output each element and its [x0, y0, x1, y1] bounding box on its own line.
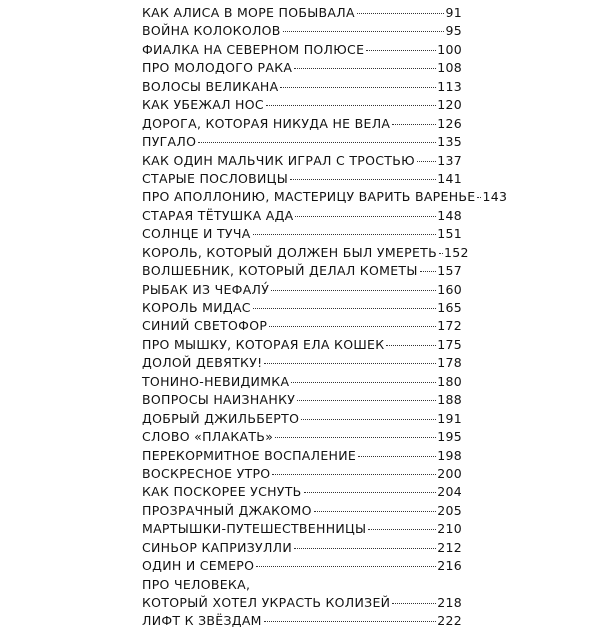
toc-entry-page: 198	[437, 447, 462, 463]
toc-entry	[142, 447, 462, 465]
toc-entry-page: 212	[437, 539, 462, 555]
toc-entry	[142, 391, 462, 409]
toc-entry-title: РЫБАК ИЗ ЧЕФАЛУ́	[142, 281, 270, 297]
dot-leader	[297, 400, 436, 401]
toc-entry	[142, 576, 462, 594]
dot-leader	[386, 345, 436, 346]
dot-leader	[272, 474, 436, 475]
toc-entry-page: 180	[437, 373, 462, 389]
toc-entry-page: 188	[437, 392, 462, 408]
toc-entry	[142, 225, 462, 243]
toc-entry-title: ВОСКРЕСНОЕ УТРО	[142, 465, 271, 481]
toc-entry	[142, 59, 462, 77]
toc-entry-page: 143	[482, 189, 508, 205]
toc-entry	[142, 207, 462, 225]
toc-entry	[142, 281, 462, 299]
toc-entry	[142, 336, 462, 354]
toc-entry-title: СИНЬОР КАПРИЗУЛЛИ	[142, 539, 292, 555]
toc-entry-title: ФИАЛКА НА СЕВЕРНОМ ПОЛЮСЕ	[142, 41, 365, 57]
dot-leader	[294, 548, 436, 549]
toc-entry-title: ВОЛОСЫ ВЕЛИКАНА	[142, 78, 279, 94]
toc-entry-title: КАК ПОСКОРЕЕ УСНУТЬ	[142, 484, 302, 500]
toc-entry	[142, 410, 462, 428]
toc-entry	[142, 317, 462, 335]
toc-entry	[142, 22, 462, 40]
toc-entry-page: 152	[443, 244, 469, 260]
dot-leader	[392, 603, 436, 604]
toc-entry-page: 157	[437, 263, 462, 279]
dot-leader	[295, 216, 436, 217]
toc-entry-page: 205	[437, 502, 462, 518]
toc-entry	[142, 133, 462, 151]
toc-entry-page: 160	[437, 281, 462, 297]
toc-entry	[142, 188, 508, 206]
toc-entry-title: СТАРЫЕ ПОСЛОВИЦЫ	[142, 170, 289, 186]
toc-entry-title: ДОЛОЙ ДЕВЯТКУ!	[142, 355, 263, 371]
toc-entry-title: ПРО ЧЕЛОВЕКА,	[142, 576, 251, 592]
toc-entry	[142, 428, 462, 446]
dot-leader	[264, 363, 436, 364]
dot-leader	[294, 68, 436, 69]
toc-entry-page: 178	[437, 355, 462, 371]
toc-entry-page: 120	[437, 97, 462, 113]
toc-entry-title: ВОЛШЕБНИК, КОТОРЫЙ ДЕЛАЛ КОМЕТЫ	[142, 263, 418, 279]
toc-entry-page: 113	[437, 78, 462, 94]
toc-entry-title: КОРОЛЬ МИДАС	[142, 300, 251, 315]
toc-entry	[142, 502, 462, 520]
toc-entry-title: КОРОЛЬ, КОТОРЫЙ ДОЛЖЕН БЫЛ УМЕРЕТЬ	[142, 244, 437, 260]
toc-entry	[142, 520, 462, 538]
toc-entry-title: ПРОЗРАЧНЫЙ ДЖАКОМО	[142, 502, 312, 518]
toc-entry-page: 137	[437, 152, 462, 168]
toc-entry-page: 218	[437, 595, 462, 610]
dot-leader	[301, 419, 436, 420]
dot-leader	[280, 87, 436, 88]
toc-entry-page: 200	[437, 465, 462, 481]
dot-leader	[283, 31, 445, 32]
toc-entry-title: ДОБРЫЙ ДЖИЛЬБЕРТО	[142, 410, 300, 426]
toc-entry	[142, 115, 462, 133]
toc-entry-page: 108	[437, 60, 462, 76]
toc-entry-title: ДОРОГА, КОТОРАЯ НИКУДА НЕ ВЕЛА	[142, 115, 391, 131]
toc-entry-page: 195	[437, 429, 462, 445]
toc-entry-title: ПРО МЫШКУ, КОТОРАЯ ЕЛА КОШЕК	[142, 336, 385, 352]
toc-entry-title: ТОНИНО-НЕВИДИМКА	[142, 373, 290, 389]
toc-entry	[142, 262, 462, 280]
toc-entry-title: ПРО МОЛОДОГО РАКА	[142, 60, 293, 76]
toc-entry	[142, 612, 462, 630]
toc-entry-title: СИНИЙ СВЕТОФОР	[142, 318, 268, 334]
toc-entry	[142, 557, 462, 575]
toc-entry-title: ВОЙНА КОЛОКОЛОВ	[142, 23, 281, 39]
toc-entry-page: 210	[437, 521, 462, 537]
toc-entry-title: ВОПРОСЫ НАИЗНАНКУ	[142, 392, 296, 408]
dot-leader	[417, 161, 436, 162]
toc-entry	[142, 152, 462, 170]
dot-leader	[264, 621, 436, 622]
toc-entry-title: ПЕРЕКОРМИТНОЕ ВОСПАЛЕНИЕ	[142, 447, 357, 463]
toc-entry-page: 100	[437, 41, 462, 57]
toc-entry	[142, 4, 462, 22]
toc-entry	[142, 539, 462, 557]
dot-leader	[477, 197, 481, 198]
toc-entry	[142, 594, 462, 612]
toc-entry-page: 95	[445, 23, 462, 39]
toc-entry-title: КАК УБЕЖАЛ НОС	[142, 97, 264, 113]
toc-entry-title: ОДИН И СЕМЕРО	[142, 558, 255, 574]
toc-entry-title: ПРО АПОЛЛОНИЮ, МАСТЕРИЦУ ВАРИТЬ ВАРЕНЬЕ	[142, 189, 476, 205]
toc-entry-title: СОЛНЦЕ И ТУЧА	[142, 226, 251, 242]
dot-leader	[358, 456, 436, 457]
toc-entry-page: 165	[437, 300, 462, 315]
toc-entry	[142, 244, 469, 262]
toc-entry-page: 126	[437, 115, 462, 131]
dot-leader	[256, 566, 436, 567]
dot-leader	[271, 290, 436, 291]
dot-leader	[366, 50, 436, 51]
toc-entry-page: 191	[437, 410, 462, 426]
toc-entry-title: МАРТЫШКИ-ПУТЕШЕСТВЕННИЦЫ	[142, 521, 367, 537]
toc-entry	[142, 170, 462, 188]
toc-entry-title: КАК АЛИСА В МОРЕ ПОБЫВАЛА	[142, 5, 355, 20]
toc-entry-title: КОТОРЫЙ ХОТЕЛ УКРАСТЬ КОЛИЗЕЙ	[142, 595, 391, 610]
dot-leader	[314, 511, 437, 512]
dot-leader	[275, 437, 436, 438]
toc-entry	[142, 373, 462, 391]
toc-entry-page: 216	[437, 558, 462, 574]
dot-leader	[253, 308, 436, 309]
dot-leader	[392, 124, 436, 125]
toc-entry-page: 204	[437, 484, 462, 500]
toc-entry	[142, 96, 462, 114]
toc-entry-page: 148	[437, 207, 462, 223]
dot-leader	[357, 13, 445, 14]
toc-entry-title: ПУГАЛО	[142, 134, 197, 150]
dot-leader	[439, 253, 443, 254]
toc-entry-page: 172	[437, 318, 462, 334]
dot-leader	[266, 105, 436, 106]
toc-entry-page: 222	[437, 613, 462, 629]
dot-leader	[198, 142, 436, 143]
toc-entry-title: СТАРАЯ ТЁТУШКА АДА	[142, 207, 294, 223]
toc-entry-page: 141	[437, 170, 462, 186]
toc-entry	[142, 354, 462, 372]
toc-entry	[142, 41, 462, 59]
toc-entry-title: СЛОВО «ПЛАКАТЬ»	[142, 429, 274, 445]
toc-entry-page: 91	[445, 5, 462, 20]
dot-leader	[420, 271, 437, 272]
dot-leader	[269, 326, 436, 327]
toc-entry-title: КАК ОДИН МАЛЬЧИК ИГРАЛ С ТРОСТЬЮ	[142, 152, 415, 168]
toc-entry	[142, 465, 462, 483]
toc-entry	[142, 483, 462, 501]
dot-leader	[304, 492, 437, 493]
toc-entry-page: 135	[437, 134, 462, 150]
table-of-contents	[142, 4, 508, 631]
dot-leader	[368, 529, 436, 530]
toc-entry-page: 151	[437, 226, 462, 242]
toc-entry	[142, 299, 462, 317]
toc-entry-page: 175	[437, 336, 462, 352]
toc-entry	[142, 78, 462, 96]
toc-entry-title: ЛИФТ К ЗВЁЗДАМ	[142, 613, 262, 629]
dot-leader	[290, 179, 436, 180]
dot-leader	[253, 234, 437, 235]
dot-leader	[291, 382, 436, 383]
